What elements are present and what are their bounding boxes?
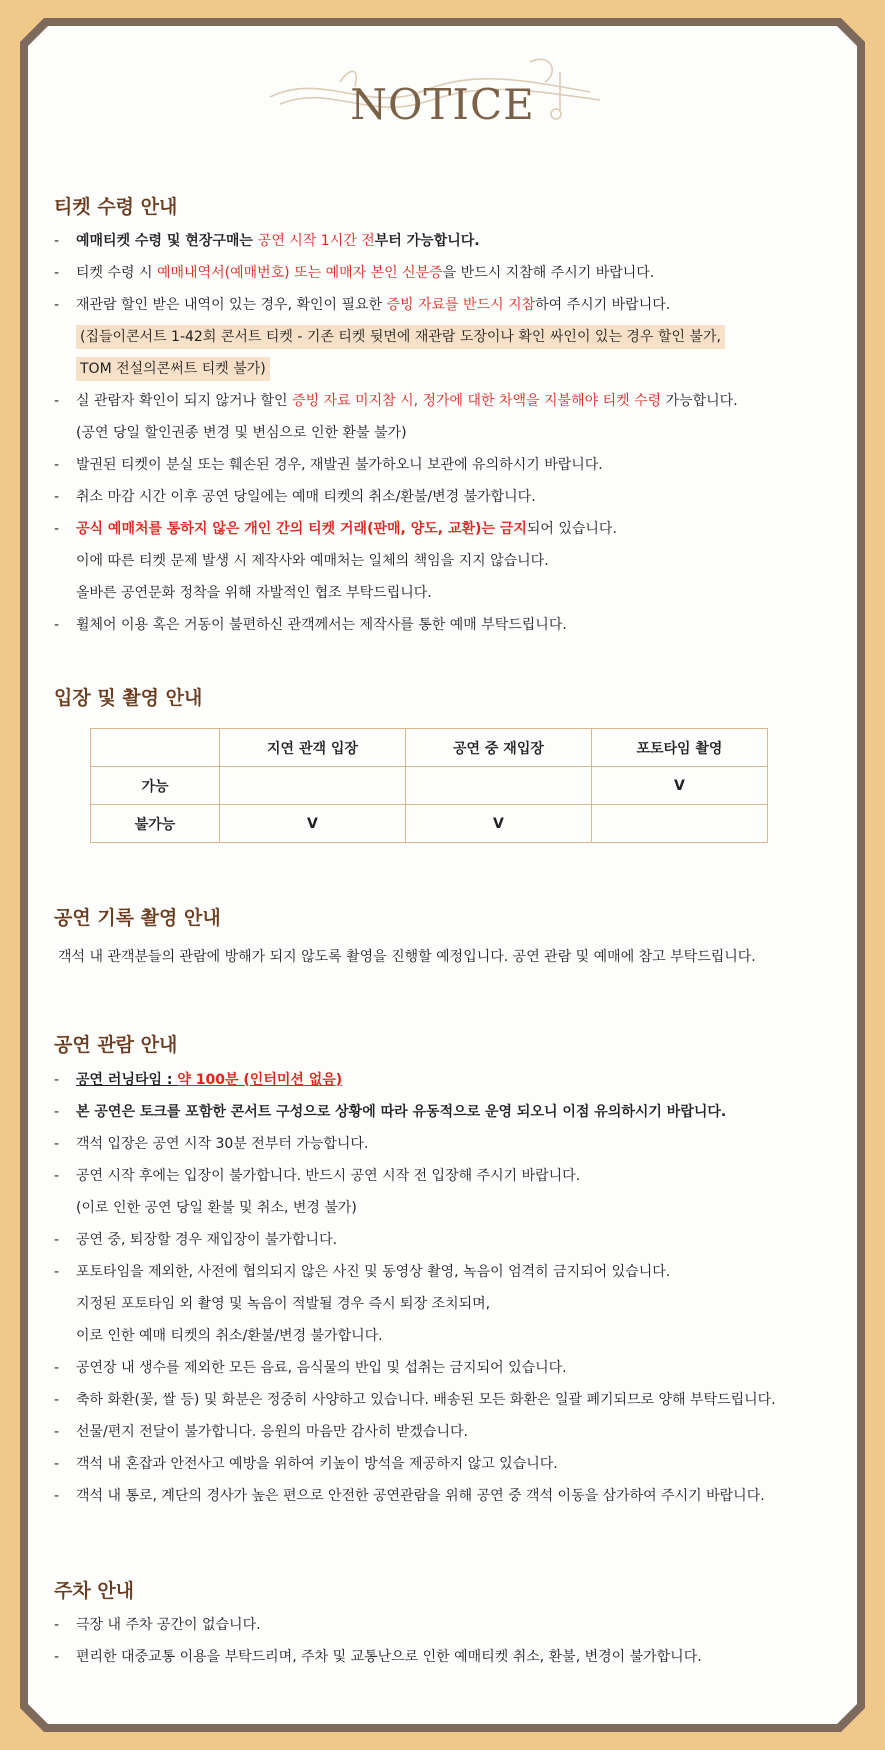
item-text: 공연 러닝타임 : [76, 1072, 178, 1088]
list-item [54, 353, 844, 385]
item-text: 되어 있습니다. [526, 521, 617, 537]
list-item [54, 321, 844, 353]
item-text: 공연 시작 1시간 전 [257, 233, 375, 249]
ticket-list [54, 225, 844, 641]
item-text: 약 100분 (인터미션 없음) [177, 1072, 343, 1088]
item-text: 티켓 수령 시 [76, 265, 157, 281]
item-text: 이에 따른 티켓 문제 발생 시 제작사와 예매처는 일체의 책임을 지지 않습니다. [76, 553, 549, 569]
table-row [91, 767, 768, 805]
list-item [54, 1160, 844, 1192]
item-text: 선물/편지 전달이 불가합니다. 응원의 마음만 감사히 받겠습니다. [76, 1424, 468, 1440]
item-text: 축하 화환(꽃, 쌀 등) 및 화분은 정중히 사양하고 있습니다. 배송된 모든 화환은 일괄 폐기되므로 양해 부탁드립니다. [76, 1392, 776, 1408]
list-item [54, 417, 844, 449]
bullet-dash: - [54, 393, 60, 409]
bullet-dash: - [54, 617, 60, 633]
item-text: 부터 가능합니다. [374, 233, 480, 249]
bullet-dash: - [54, 1264, 60, 1280]
list-item [54, 1288, 844, 1320]
bullet-dash: - [54, 1617, 60, 1633]
bullet-dash: - [54, 265, 60, 281]
item-text: 증빙 자료를 반드시 지참 [386, 297, 536, 313]
section-title-parking: 주차 안내 [54, 1580, 135, 1602]
bullet-dash: - [54, 1649, 60, 1665]
table-header-cell: 지연 관객 입장 [220, 729, 406, 767]
bullet-dash: - [54, 1488, 60, 1504]
table-cell [405, 767, 591, 805]
item-text: (이로 인한 공연 당일 환불 및 취소, 변경 불가) [76, 1200, 357, 1216]
item-text: (집들이콘서트 1-42회 콘서트 티켓 - 기존 티켓 뒷면에 재관람 도장이나 확인 싸인이 있는 경우 할인 불가, [76, 325, 725, 349]
item-text: 예매티켓 수령 및 현장구매는 [76, 233, 258, 249]
list-item [54, 609, 844, 641]
bullet-dash: - [54, 1104, 60, 1120]
item-text: 가능합니다. [661, 393, 738, 409]
list-item [54, 1416, 844, 1448]
list-item [54, 1641, 844, 1673]
item-text: 을 반드시 지참해 주시기 바랍니다. [442, 265, 655, 281]
row-label: 불가능 [91, 805, 220, 843]
section-title-record: 공연 기록 촬영 안내 [54, 907, 221, 929]
item-text: 증빙 자료 미지참 시, 정가에 대한 차액을 지불해야 티켓 수령 [292, 393, 662, 409]
table-cell: V [220, 805, 406, 843]
section-title-entry: 입장 및 촬영 안내 [54, 687, 203, 709]
item-text: 하여 주시기 바랍니다. [535, 297, 671, 313]
list-item [54, 449, 844, 481]
list-item [54, 1224, 844, 1256]
item-text: 공연 시작 후에는 입장이 불가합니다. 반드시 공연 시작 전 입장해 주시기 바랍니다. [76, 1168, 581, 1184]
list-item [54, 1192, 844, 1224]
table-cell [591, 805, 767, 843]
item-text: 객석 내 혼잡과 안전사고 예방을 위하여 키높이 방석을 제공하지 않고 있습니다. [76, 1456, 558, 1472]
bullet-dash: - [54, 1072, 60, 1088]
table-header-cell: 포토타임 촬영 [591, 729, 767, 767]
bullet-dash: - [54, 297, 60, 313]
item-text: (공연 당일 할인권종 변경 및 변심으로 인한 환불 불가) [76, 425, 407, 441]
list-item [54, 545, 844, 577]
bullet-dash: - [54, 1168, 60, 1184]
table-row [91, 805, 768, 843]
bullet-dash: - [54, 521, 60, 537]
item-text: 공연장 내 생수를 제외한 모든 음료, 음식물의 반입 및 섭취는 금지되어 있습니다. [76, 1360, 567, 1376]
list-item [54, 385, 844, 417]
bullet-dash: - [54, 1392, 60, 1408]
item-text: 포토타임을 제외한, 사전에 협의되지 않은 사진 및 동영상 촬영, 녹음이 엄격히 금지되어 있습니다. [76, 1264, 671, 1280]
table-cell [220, 767, 406, 805]
list-item [54, 1320, 844, 1352]
record-note: 객석 내 관객분들의 관람에 방해가 되지 않도록 촬영을 진행할 예정입니다. 공연 관람 및 예매에 참고 부탁드립니다. [58, 949, 756, 965]
list-item [54, 577, 844, 609]
bullet-dash: - [54, 1424, 60, 1440]
list-item [54, 481, 844, 513]
list-item [54, 1384, 844, 1416]
bullet-dash: - [54, 489, 60, 505]
item-text: 예매내역서(예매번호) 또는 예매자 본인 신분증 [156, 265, 443, 281]
item-text: 극장 내 주차 공간이 없습니다. [76, 1617, 261, 1633]
item-text: 발권된 티켓이 분실 또는 훼손된 경우, 재발권 불가하오니 보관에 유의하시기 바랍니다. [76, 457, 603, 473]
bullet-dash: - [54, 233, 60, 249]
item-text: 편리한 대중교통 이용을 부탁드리며, 주차 및 교통난으로 인한 예매티켓 취소, 환불, 변경이 불가합니다. [76, 1649, 702, 1665]
bullet-dash: - [54, 1136, 60, 1152]
bullet-dash: - [54, 457, 60, 473]
table-cell: V [591, 767, 767, 805]
bullet-dash: - [54, 1360, 60, 1376]
page-title: NOTICE [350, 80, 535, 129]
item-text: 객석 입장은 공연 시작 30분 전부터 가능합니다. [76, 1136, 369, 1152]
entry-table [90, 728, 768, 843]
list-item [54, 1448, 844, 1480]
item-text: 실 관람자 확인이 되지 않거나 할인 [76, 393, 293, 409]
notice-header [0, 42, 885, 132]
list-item [54, 289, 844, 321]
parking-list [54, 1609, 844, 1673]
list-item [54, 1352, 844, 1384]
list-item [54, 1128, 844, 1160]
section-title-ticket: 티켓 수령 안내 [54, 196, 178, 218]
item-text: 올바른 공연문화 정착을 위해 자발적인 협조 부탁드립니다. [76, 585, 432, 601]
item-text: TOM 전설의콘써트 티켓 불가) [76, 357, 270, 381]
table-cell: V [405, 805, 591, 843]
list-item [54, 225, 844, 257]
viewing-list [54, 1064, 844, 1512]
item-text: 본 공연은 토크를 포함한 콘서트 구성으로 상황에 따라 유동적으로 운영 되오니 이점 유의하시기 바랍니다. [76, 1104, 727, 1120]
item-text: 객석 내 통로, 계단의 경사가 높은 편으로 안전한 공연관람을 위해 공연 중 객석 이동을 삼가하여 주시기 바랍니다. [76, 1488, 765, 1504]
list-item [54, 1480, 844, 1512]
item-text: 지정된 포토타임 외 촬영 및 녹음이 적발될 경우 즉시 퇴장 조치되며, [76, 1296, 491, 1312]
table-header-cell: 공연 중 재입장 [405, 729, 591, 767]
list-item [54, 1256, 844, 1288]
item-text: 공연 중, 퇴장할 경우 재입장이 불가합니다. [76, 1232, 338, 1248]
item-text: 공식 예매처를 통하지 않은 개인 간의 티켓 거래(판매, 양도, 교환)는 금지 [76, 521, 527, 537]
section-title-viewing: 공연 관람 안내 [54, 1034, 178, 1056]
item-text: 휠체어 이용 혹은 거동이 불편하신 관객께서는 제작사를 통한 예매 부탁드립니다. [76, 617, 567, 633]
bullet-dash: - [54, 1232, 60, 1248]
item-text: 재관람 할인 받은 내역이 있는 경우, 확인이 필요한 [76, 297, 387, 313]
item-text: 이로 인한 예매 티켓의 취소/환불/변경 불가합니다. [76, 1328, 383, 1344]
item-text: 취소 마감 시간 이후 공연 당일에는 예매 티켓의 취소/환불/변경 불가합니다. [76, 489, 536, 505]
table-header-row [91, 729, 768, 767]
table-header-cell [91, 729, 220, 767]
row-label: 가능 [91, 767, 220, 805]
list-item [54, 1609, 844, 1641]
list-item [54, 1064, 844, 1096]
list-item [54, 257, 844, 289]
list-item [54, 513, 844, 545]
list-item [54, 1096, 844, 1128]
bullet-dash: - [54, 1456, 60, 1472]
